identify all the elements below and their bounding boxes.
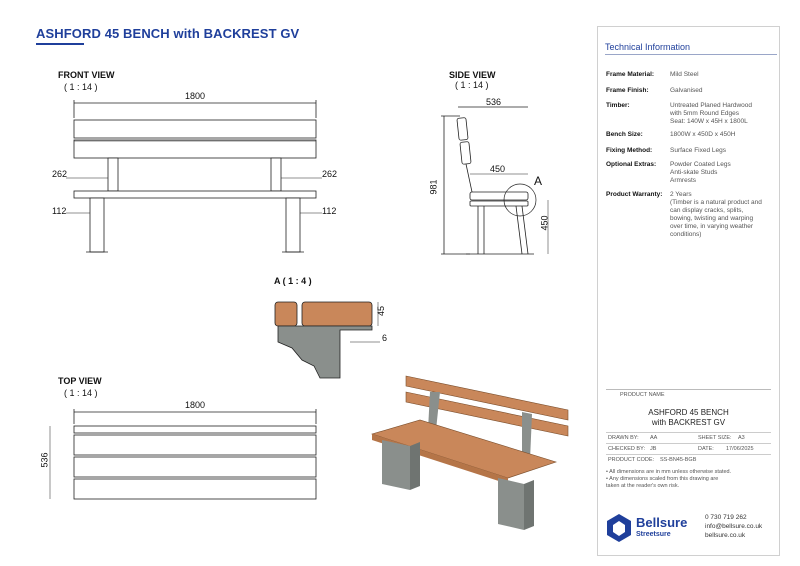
spec-key: Frame Material: xyxy=(606,71,655,78)
detail-thickness-dim: 45 xyxy=(376,305,387,317)
side-view-drawing xyxy=(441,107,548,254)
brand-block xyxy=(606,513,776,549)
product-code-label: PRODUCT CODE: xyxy=(608,457,655,463)
drawn-by-value: AA xyxy=(650,435,658,441)
brand-sub: Streetsure xyxy=(636,531,671,538)
front-view-drawing xyxy=(66,100,322,252)
top-view-label: TOP VIEW xyxy=(58,376,102,386)
front-view-scale: ( 1 : 14 ) xyxy=(64,82,98,92)
detail-marker: A xyxy=(534,174,543,188)
detail-a-drawing xyxy=(275,302,380,378)
date-value: 17/06/2025 xyxy=(726,446,754,452)
title-block-divider xyxy=(606,432,771,433)
side-seat-depth-dim: 450 xyxy=(490,164,506,174)
bellsure-logo-icon xyxy=(606,513,632,547)
spec-value: 1800W x 450D x 450H xyxy=(670,131,736,138)
front-width-dim: 1800 xyxy=(185,91,206,101)
side-height-dim: 981 xyxy=(428,179,439,195)
side-view-label: SIDE VIEW xyxy=(449,70,496,80)
title-block-divider xyxy=(606,454,771,455)
product-name-label: PRODUCT NAME xyxy=(620,392,665,398)
spec-value: Surface Fixed Legs xyxy=(670,147,727,154)
front-right-bottom-dim: 112 xyxy=(322,206,337,216)
front-left-bottom-dim: 112 xyxy=(52,206,67,216)
spec-key: Optional Extras: xyxy=(606,161,657,168)
front-right-top-dim: 262 xyxy=(322,169,338,179)
spec-value: Mild Steel xyxy=(670,71,699,78)
date-label: DATE: xyxy=(698,446,714,452)
spec-key: Frame Finish: xyxy=(606,87,649,94)
title-block xyxy=(606,389,771,466)
notes xyxy=(606,469,776,490)
heading-rule xyxy=(605,54,777,55)
checked-by-label: CHECKED BY: xyxy=(608,446,645,452)
phone-number: 0 730 719 262 xyxy=(705,514,747,521)
spec-key: Bench Size: xyxy=(606,131,643,138)
note-line: • All dimensions are in mm unless otherwise stated. xyxy=(606,469,732,475)
note-line: taken at the reader's own risk. xyxy=(606,483,680,489)
side-view-scale: ( 1 : 14 ) xyxy=(455,80,489,90)
top-view-scale: ( 1 : 14 ) xyxy=(64,388,98,398)
product-code-value: SS-BN45-BGB xyxy=(660,457,697,463)
product-name-line1: ASHFORD 45 BENCH xyxy=(648,408,729,417)
website: bellsure.co.uk xyxy=(705,532,746,539)
front-view-label: FRONT VIEW xyxy=(58,70,115,80)
email-address: info@bellsure.co.uk xyxy=(705,523,763,530)
technical-info-panel xyxy=(597,26,780,556)
contact-info xyxy=(705,513,762,540)
side-seat-height-dim: 450 xyxy=(539,215,550,231)
checked-by-value: JB xyxy=(650,446,657,452)
spec-key: Product Warranty: xyxy=(606,191,663,198)
spec-key: Fixing Method: xyxy=(606,147,653,154)
spec-key: Timber: xyxy=(606,102,630,109)
spec-value: Powder Coated Legs Anti-skate Studs Armrests xyxy=(670,161,731,184)
side-depth-dim: 536 xyxy=(486,97,502,107)
top-view-drawing xyxy=(50,409,316,499)
sheet-size-label: SHEET SIZE: xyxy=(698,435,732,441)
detail-gap-dim: 6 xyxy=(382,333,388,343)
drawn-by-label: DRAWN BY: xyxy=(608,435,639,441)
sheet-size-value: A3 xyxy=(738,435,745,441)
bench-3d-illustration xyxy=(372,376,568,530)
technical-info-heading: Technical Information xyxy=(605,42,691,52)
spec-value: Galvanised xyxy=(670,87,703,94)
product-name-line2: with BACKREST GV xyxy=(651,418,726,427)
brand-name: Bellsure xyxy=(636,515,688,530)
spec-value: Untreated Planed Hardwood with 5mm Round Edges Seat: 140W x 45H x 1800L xyxy=(670,102,753,125)
detail-label: A ( 1 : 4 ) xyxy=(274,276,312,286)
top-depth-dim: 536 xyxy=(39,452,50,468)
front-left-top-dim: 262 xyxy=(52,169,68,179)
title-block-divider xyxy=(606,443,771,444)
note-line: • Any dimensions scaled from this drawing are xyxy=(606,476,719,482)
top-width-dim: 1800 xyxy=(185,400,206,410)
spec-value: 2 Years (Timber is a natural product and can display cracks, splits, bowing, twisting and warping over time, in varying weather conditions) xyxy=(670,191,762,238)
drawing-title: ASHFORD 45 BENCH with BACKREST GV xyxy=(36,26,300,41)
